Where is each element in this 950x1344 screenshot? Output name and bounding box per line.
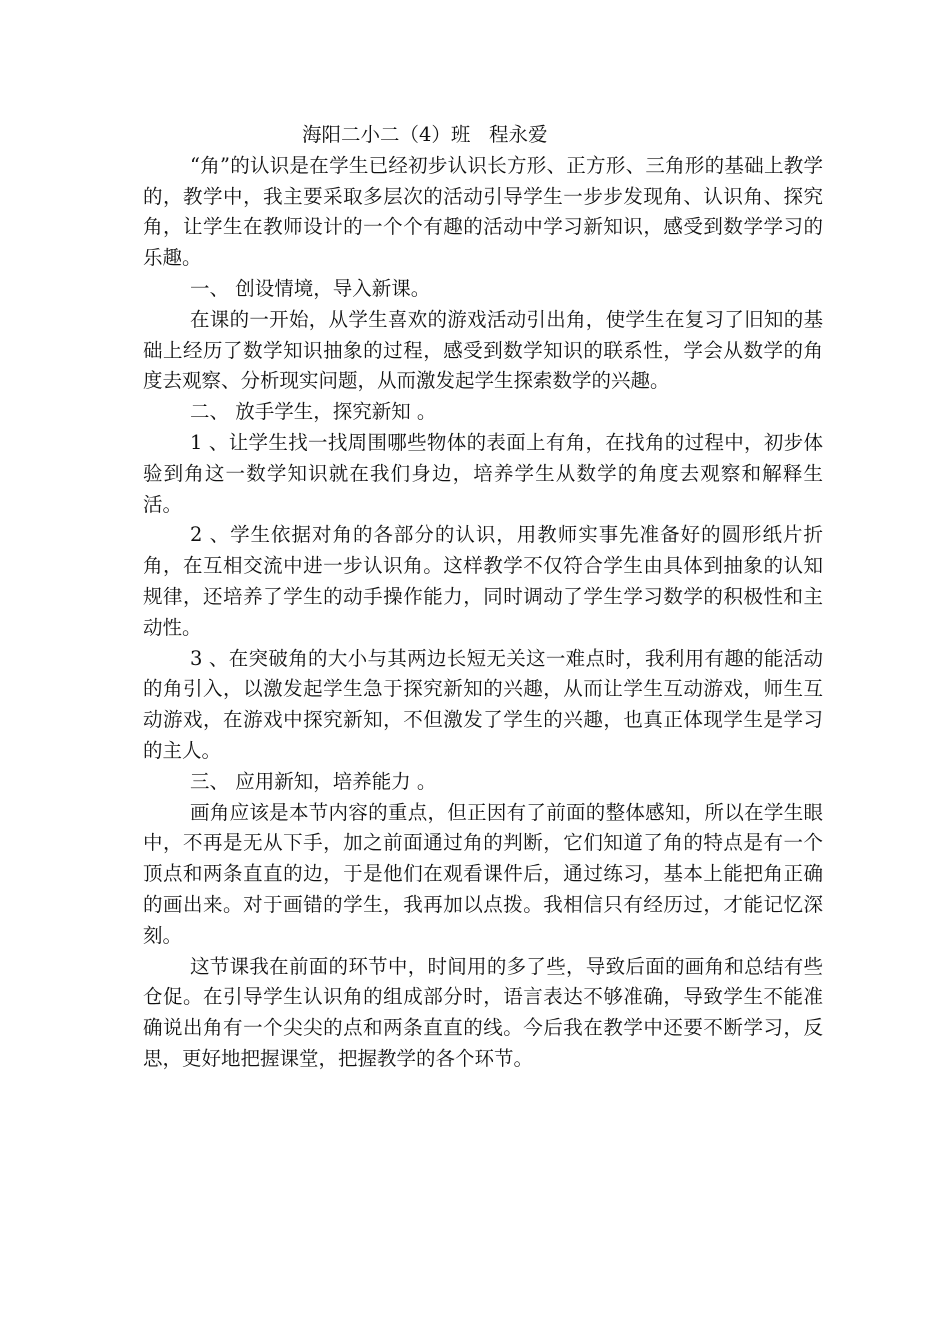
section-1-paragraph: 在课的一开始，从学生喜欢的游戏活动引出角，使学生在复习了旧知的基础上经历了数学知识抽象的过程，感受到数学知识的联系性，学会从数学的角度去观察、分析现实问题，从而激发起学生探索数学的兴趣。	[143, 307, 823, 393]
author-line: 海阳二小二（4）班 程永爱	[302, 123, 548, 146]
section-2-item-2: 2 、学生依据对角的各部分的认识，用教师实事先准备好的圆形纸片折角，在互相交流中进一步认识角。这样教学不仅符合学生由具体到抽象的认知规律，还培养了学生的动手操作能力，同时调动了学生学习数学的积极性和主动性。	[143, 523, 823, 639]
document-body	[143, 120, 823, 1075]
section-3-heading: 三、 应用新知，培养能力 。	[190, 769, 437, 793]
section-3-paragraph: 画角应该是本节内容的重点，但正因有了前面的整体感知，所以在学生眼中，不再是无从下手，加之前面通过角的判断，它们知道了角的特点是有一个顶点和两条直直的边，于是他们在观看课件后，通过练习，基本上能把角正确的画出来。对于画错的学生，我再加以点拨。我相信只有经历过，才能记忆深刻。	[143, 800, 823, 947]
section-2-item-3: 3 、在突破角的大小与其两边长短无关这一难点时，我利用有趣的能活动的角引入，以激发起学生急于探究新知的兴趣，从而让学生互动游戏，师生互动游戏，在游戏中探究新知，不但激发了学生的兴趣，也真正体现学生是学习的主人。	[143, 646, 823, 762]
reflection-paragraph: 这节课我在前面的环节中，时间用的多了些，导致后面的画角和总结有些仓促。在引导学生认识角的组成部分时，语言表达不够准确，导致学生不能准确说出角有一个尖尖的点和两条直直的线。今后我在教学中还要不断学习，反思，更好地把握课堂，把握教学的各个环节。	[143, 954, 823, 1070]
section-2-heading: 二、 放手学生，探究新知 。	[190, 400, 437, 424]
section-2-item-1: 1 、让学生找一找周围哪些物体的表面上有角，在找角的过程中，初步体验到角这一数学知识就在我们身边，培养学生从数学的角度去观察和解释生活。	[143, 430, 823, 516]
section-1-heading: 一、 创设情境，导入新课。	[190, 276, 431, 300]
intro-paragraph: “角”的认识是在学生已经初步认识长方形、正方形、三角形的基础上教学的，教学中，我主要采取多层次的活动引导学生一步步发现角、认识角、探究角，让学生在教师设计的一个个有趣的活动中学习新知识，感受到数学学习的乐趣。	[143, 153, 823, 270]
